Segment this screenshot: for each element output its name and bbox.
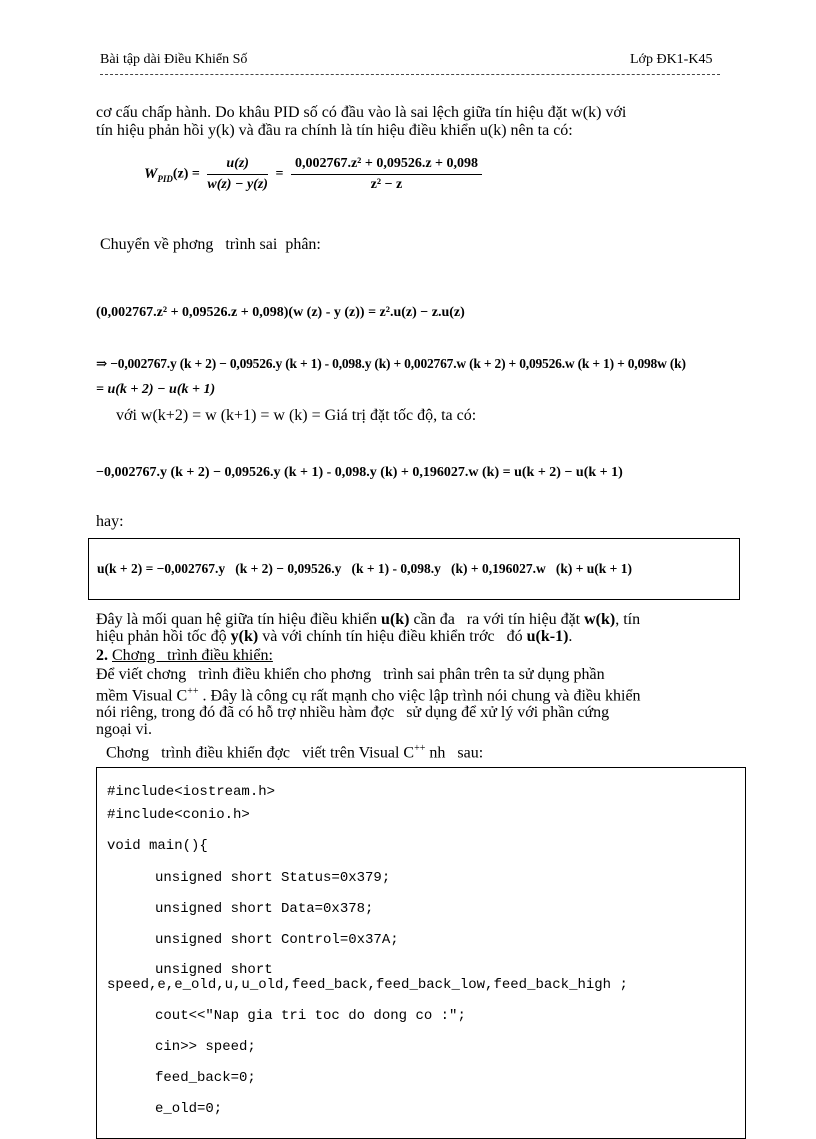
- tf-fraction-2: [291, 156, 482, 193]
- program-line-4: ngoại vi.: [96, 721, 152, 739]
- convert-text: Chuyển về phơng trình sai phân:: [100, 236, 321, 253]
- program-line-3: nói riêng, trong đó đã có hỗ trợ nhiều hàm đợc sử dụng để xử lý với phần cứng: [96, 704, 610, 722]
- code-line-12: e_old=0;: [155, 1101, 223, 1117]
- relation-text-5: và với chính tín hiệu điều khiển trớc đó: [258, 628, 527, 645]
- code-line-9: cout<<"Nap gia tri toc do dong co :";: [155, 1008, 466, 1024]
- boxed-equation: u(k + 2) = −0,002767.y (k + 2) − 0,09526.y (k + 1) - 0,098.y (k) + 0,196027.w (k) + u(k + 1): [97, 561, 632, 576]
- code-line-6: unsigned short Control=0x37A;: [155, 932, 399, 948]
- code-line-10: cin>> speed;: [155, 1039, 256, 1055]
- code-line-4: unsigned short Status=0x379;: [155, 870, 391, 886]
- relation-text-1: Đây là mối quan hệ giữa tín hiệu điều khiển: [96, 611, 382, 628]
- hay-text: hay:: [96, 513, 124, 530]
- program-text-2b: . Đây là công cụ rất mạnh cho việc lập trình nói chung và điều khiển: [202, 687, 641, 705]
- relation-bold-u: u(k): [381, 611, 410, 628]
- assumption-text: với w(k+2) = w (k+1) = w (k) = Giá trị đặt tốc độ, ta có:: [116, 407, 477, 424]
- program-paragraph: [96, 666, 736, 762]
- code-line-1: #include<iostream.h>: [107, 784, 276, 800]
- tf-fraction-1: [207, 156, 268, 193]
- code-line-11: feed_back=0;: [155, 1070, 256, 1086]
- relation-text-2: cần đa ra với tín hiệu đặt: [409, 611, 585, 628]
- relation-text-6: .: [568, 628, 573, 645]
- difference-equation-line-1: ⇒ −0,002767.y (k + 2) − 0,09526.y (k + 1) - 0,098.y (k) + 0,002767.w (k + 2) + 0,09526.w (k + 1) + 0,098w (k): [96, 356, 686, 371]
- code-listing-box: [96, 767, 746, 1139]
- section-2-heading: [96, 647, 736, 665]
- section-title: Chơng trình điều khiển:: [112, 647, 273, 664]
- transfer-function-equation: [144, 156, 486, 193]
- tf-lhs-arg: (z) =: [172, 166, 200, 182]
- z-domain-equation: (0,002767.z² + 0,09526.z + 0,098)(w (z) - y (z)) = z².u(z) − z.u(z): [96, 305, 465, 320]
- program-text-5b: nh sau:: [425, 744, 484, 762]
- intro-line-1: cơ cấu chấp hành. Do khâu PID số có đầu vào là sai lệch giữa tín hiệu đặt w(k) với: [96, 104, 627, 121]
- relation-text-3: , tín: [615, 611, 641, 628]
- simplified-equation: −0,002767.y (k + 2) − 0,09526.y (k + 1) - 0,098.y (k) + 0,196027.w (k) = u(k + 2) − u(k + 1): [96, 465, 623, 480]
- section-number: 2.: [96, 647, 108, 664]
- relation-bold-w: w(k): [584, 611, 616, 628]
- code-line-5: unsigned short Data=0x378;: [155, 901, 374, 917]
- program-text-2a: mềm Visual C: [96, 687, 188, 705]
- relation-bold-y: y(k): [230, 628, 259, 645]
- tf-frac2-den: z² − z: [370, 177, 403, 192]
- tf-frac2-num: 0,002767.z² + 0,09526.z + 0,098: [291, 156, 482, 175]
- header-class: Lớp ĐK1-K45: [630, 52, 713, 67]
- relation-line-2: [96, 628, 736, 645]
- program-line-2: [96, 683, 736, 704]
- tf-frac1-num: u(z): [207, 156, 268, 175]
- code-line-3: void main(){: [107, 838, 208, 854]
- relation-bold-u-prev: u(k-1): [526, 628, 569, 645]
- relation-paragraph: [96, 611, 736, 645]
- program-line-5: [96, 740, 736, 761]
- boxed-equation-frame: [88, 538, 740, 600]
- tf-lhs-sub: PID: [157, 173, 173, 184]
- difference-equation-line-2: = u(k + 2) − u(k + 1): [96, 382, 216, 397]
- program-text-5a: Chơng trình điều khiển đợc viết trên Visual C: [106, 744, 415, 762]
- header-divider: [100, 74, 720, 75]
- code-line-7: unsigned short: [155, 962, 273, 978]
- program-line-1: Để viết chơng trình điều khiển cho phơng trình sai phân trên ta sử dụng phần: [96, 666, 605, 683]
- relation-line-1: [96, 611, 736, 628]
- cpp-superscript: ++: [187, 686, 199, 697]
- relation-text-4: hiệu phản hồi tốc độ: [96, 628, 231, 645]
- tf-lhs: W: [144, 165, 158, 182]
- intro-line-2: tín hiệu phản hồi y(k) và đầu ra chính là tín hiệu điều khiển u(k) nên ta có:: [96, 122, 573, 139]
- header-title: Bài tập dài Điều Khiển Số: [100, 52, 248, 67]
- cpp-superscript-2: ++: [414, 743, 426, 755]
- tf-equals: =: [275, 166, 284, 182]
- code-line-8: speed,e,e_old,u,u_old,feed_back,feed_back_low,feed_back_high ;: [107, 977, 628, 993]
- intro-paragraph: [96, 104, 736, 140]
- tf-frac1-den: w(z) − y(z): [207, 177, 268, 192]
- code-line-2: #include<conio.h>: [107, 807, 250, 823]
